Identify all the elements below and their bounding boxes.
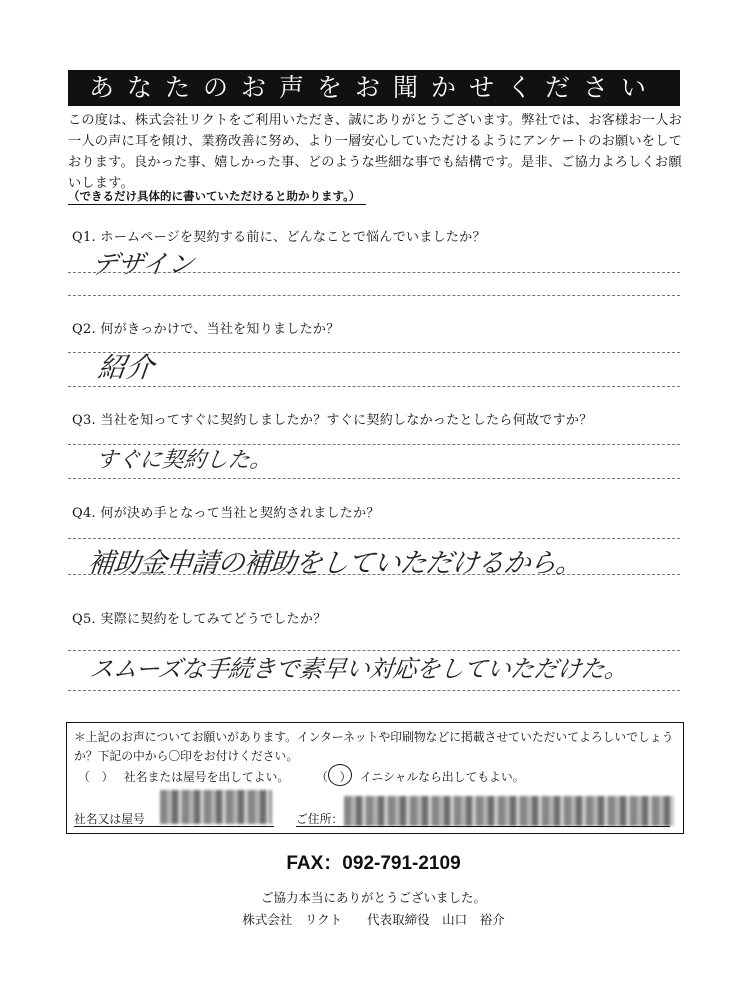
answer-line: [68, 538, 680, 539]
question-4: Q4. 何が決め手となって当社と契約されましたか？: [72, 506, 380, 521]
answer-line: [68, 478, 680, 479]
fax-number: FAX：092-791-2109: [286, 853, 461, 874]
intro-text: この度は、株式会社リクトをご利用いただき、誠にありがとうございます。弊社では、お客様お一人お一人の声に耳を傾け、業務改善に努め、より一層安心していただけるようにアンケートのお願いをしております。良かった事、嬉しかった事、どのような些細な事でも結構です。是非、ご協力よろしくお願いします。: [68, 113, 682, 191]
question-1: Q1. ホームページを契約する前に、どんなことで悩んでいましたか？: [72, 230, 486, 245]
option-company-label: 社名または屋号を出してよい。: [124, 770, 290, 784]
question-3: Q3. 当社を知ってすぐに契約しましたか？すぐに契約しなかったとしたら何故ですか？: [72, 413, 593, 428]
answer-line: [68, 272, 680, 273]
answer-1: デザイン: [90, 250, 196, 280]
answer-line: [68, 690, 680, 691]
selected-circle-mark: [328, 764, 352, 786]
answer-3: すぐに契約した。: [94, 448, 274, 473]
question-5: Q5. 実際に契約をしてみてどうでしたか？: [72, 612, 327, 627]
redacted-address: [344, 796, 674, 826]
option-initial-paren[interactable]: （ ）: [316, 770, 352, 784]
answer-line: [68, 352, 680, 353]
option-company-paren[interactable]: （ ）: [78, 770, 114, 784]
note-underline: [68, 204, 366, 205]
survey-banner: あなたのお声をお聞かせください: [68, 70, 680, 106]
redacted-company-name: [160, 790, 272, 824]
answer-line: [68, 295, 680, 296]
answer-5: スムーズな手続きで素早い対応をしていただけた。: [88, 655, 630, 683]
answer-line: [68, 386, 680, 387]
address-label: ご住所：: [296, 812, 344, 826]
thank-you-text: ご協力本当にありがとうございました。: [260, 890, 486, 905]
address-line: [296, 826, 670, 827]
answer-line: [68, 574, 680, 575]
answer-line: [68, 444, 680, 445]
company-name-label: 社名又は屋号: [74, 812, 145, 826]
question-2: Q2. 何がきっかけで、当社を知りましたか？: [72, 322, 340, 337]
consent-text: ＊上記のお声についてお願いがあります。インターネットや印刷物などに掲載させていただいてよろしいでしょうか？下記の中から〇印をお付けください。: [74, 730, 674, 763]
answer-2: 紹介: [96, 351, 156, 384]
company-signature: 株式会社 リクト 代表取締役 山口 裕介: [242, 912, 505, 927]
answer-line: [68, 650, 680, 651]
company-name-line: [74, 826, 274, 827]
option-initial-label: イニシャルなら出してもよい。: [360, 770, 525, 784]
answer-4: 補助金申請の補助をしていただけるから。: [86, 548, 584, 579]
instruction-note: （できるだけ具体的に書いていただけると助かります。）: [68, 189, 361, 203]
